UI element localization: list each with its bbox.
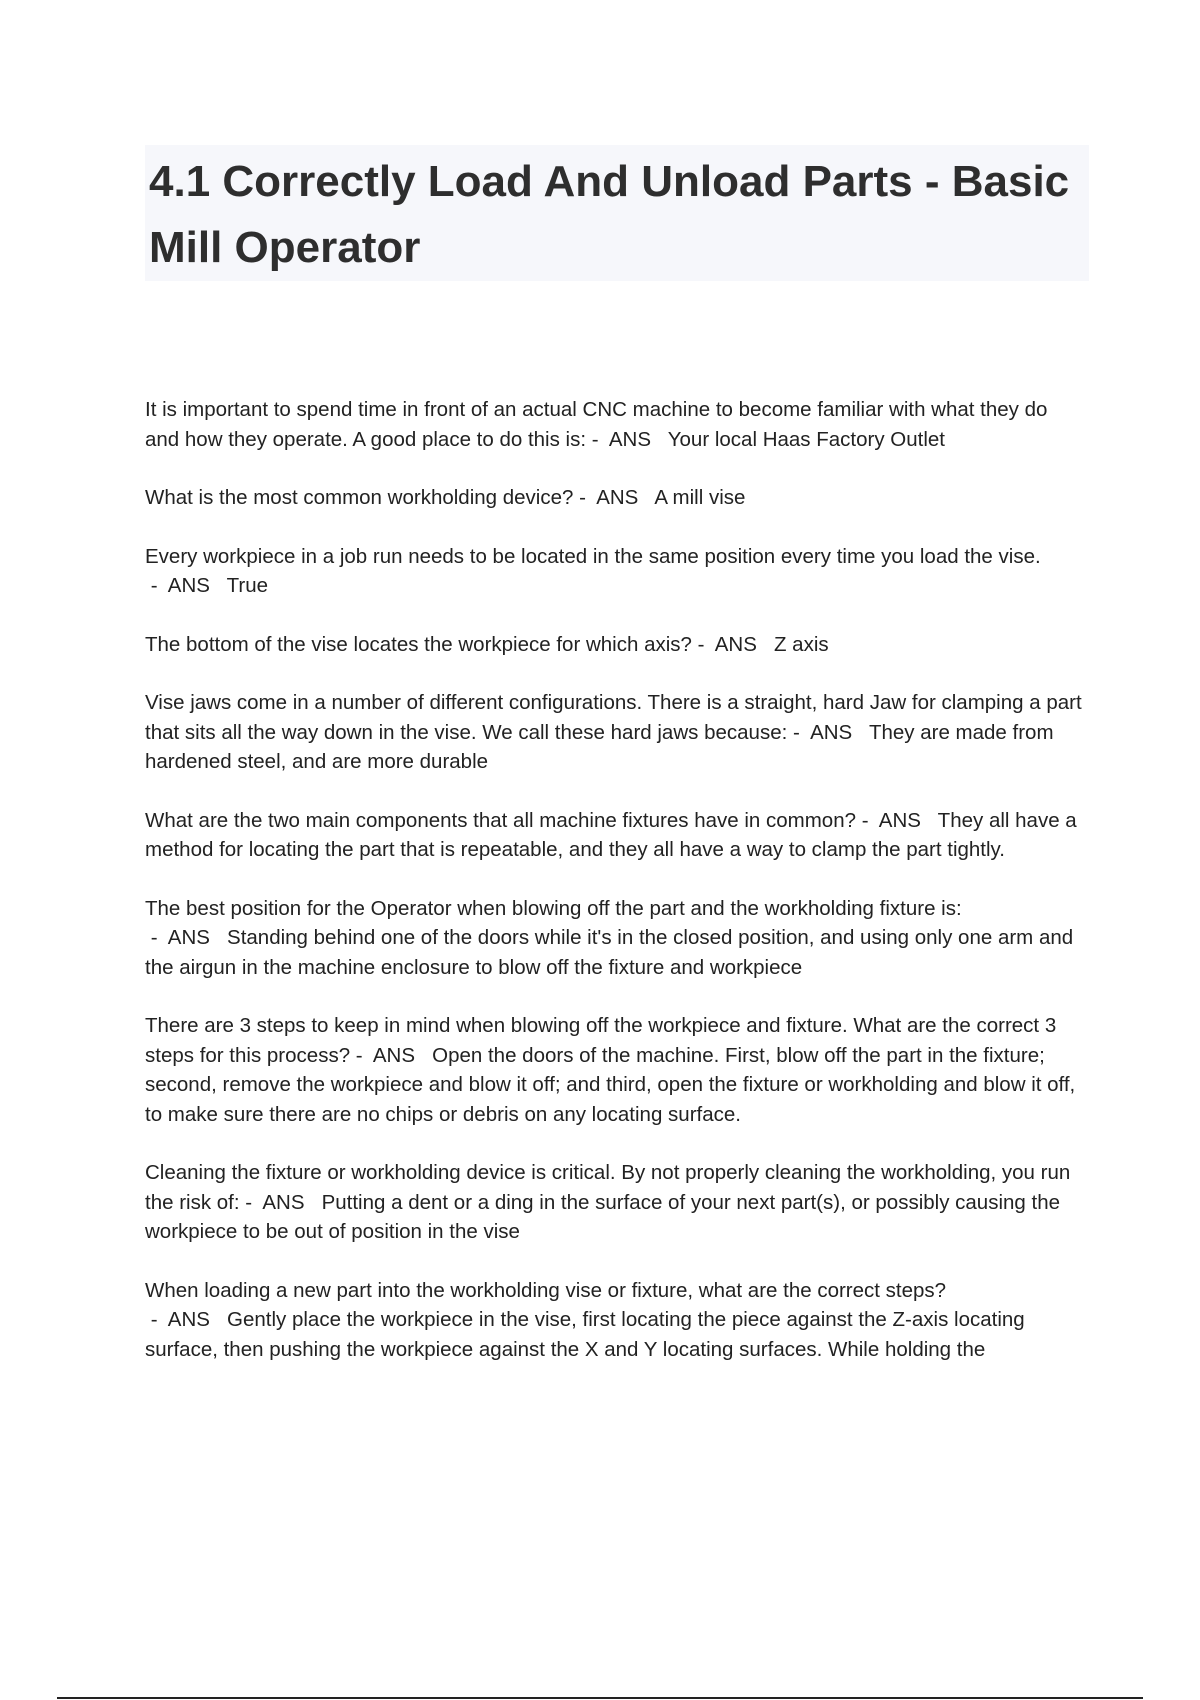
question-text: The best position for the Operator when blowing off the part and the workholding fixture is: (145, 896, 962, 920)
question-text: The bottom of the vise locates the workpiece for which axis? (145, 632, 692, 656)
answer-separator: - ANS (145, 926, 228, 949)
answer-separator: - ANS (145, 574, 227, 597)
question-text: What are the two main components that all machine fixtures have in common? (145, 808, 857, 832)
answer-separator: - ANS (691, 632, 774, 656)
answer-separator: - ANS (586, 427, 668, 451)
page-title: 4.1 Correctly Load And Unload Parts - Basic Mill Operator (149, 157, 1070, 272)
answer-text: True (226, 574, 269, 597)
answer-text: Putting a dent or a ding in the surface of your next part(s), or possibly causing the workpiece to be out of position in the vise (145, 1190, 1061, 1243)
answer-separator: - ANS (787, 720, 869, 744)
qa-item (145, 542, 1085, 601)
answer-separator: - ANS (573, 486, 655, 509)
answer-text: A mill vise (654, 486, 746, 509)
footer-divider (57, 1697, 1143, 1699)
qa-item (145, 1011, 1085, 1129)
qa-item (145, 894, 1085, 983)
answer-separator: - ANS (145, 1308, 228, 1331)
qa-list (145, 395, 1085, 1393)
answer-text: They are made from hardened steel, and are more durable (145, 720, 1054, 773)
answer-separator: - ANS (856, 808, 938, 832)
answer-separator: - ANS (350, 1043, 433, 1067)
answer-text: Your local Haas Factory Outlet (667, 427, 945, 451)
qa-item (145, 1158, 1085, 1247)
question-text: Every workpiece in a job run needs to be located in the same position every time you load the vise. (145, 544, 1041, 568)
qa-item (145, 688, 1085, 777)
answer-text: They all have a method for locating the part that is repeatable, and they all have a way to clamp the part tightly. (145, 808, 1077, 861)
qa-item (145, 483, 1085, 513)
question-text: What is the most common workholding device? (145, 486, 574, 509)
question-text: Cleaning the fixture or workholding device is critical. By not properly cleaning the workholding, you run the risk of: (145, 1161, 1071, 1214)
answer-text: Gently place the workpiece in the vise, first locating the piece against the Z-axis locating surface, then pushing the workpiece against the X and Y locating surfaces. While holding the (145, 1308, 1025, 1361)
qa-item (145, 806, 1085, 865)
answer-text: Open the doors of the machine. First, blow off the part in the fixture; second, remove the workpiece and blow it off; and third, open the fixture or workholding and blow it off, to make sure there are no chips or debris on any locating surface. (145, 1043, 1076, 1126)
question-text: There are 3 steps to keep in mind when blowing off the workpiece and fixture. What are the correct 3 steps for this process? (145, 1014, 1057, 1067)
question-text: Vise jaws come in a number of different configurations. There is a straight, hard Jaw for clamping a part that sits all the way down in the vise. We call these hard jaws because: (145, 691, 1082, 744)
qa-item (145, 395, 1085, 454)
answer-separator: - ANS (239, 1190, 322, 1214)
question-text: It is important to spend time in front of an actual CNC machine to become familiar with what they do and how they operate. A good place to do this is: (145, 398, 1048, 451)
question-text: When loading a new part into the workholding vise or fixture, what are the correct steps? (145, 1278, 947, 1302)
qa-item (145, 630, 1085, 660)
qa-item (145, 1276, 1085, 1365)
answer-text: Standing behind one of the doors while it's in the closed position, and using only one arm and the airgun in the machine enclosure to blow off the fixture and workpiece (145, 926, 1074, 979)
answer-text: Z axis (773, 632, 829, 656)
title-banner (145, 145, 1089, 281)
